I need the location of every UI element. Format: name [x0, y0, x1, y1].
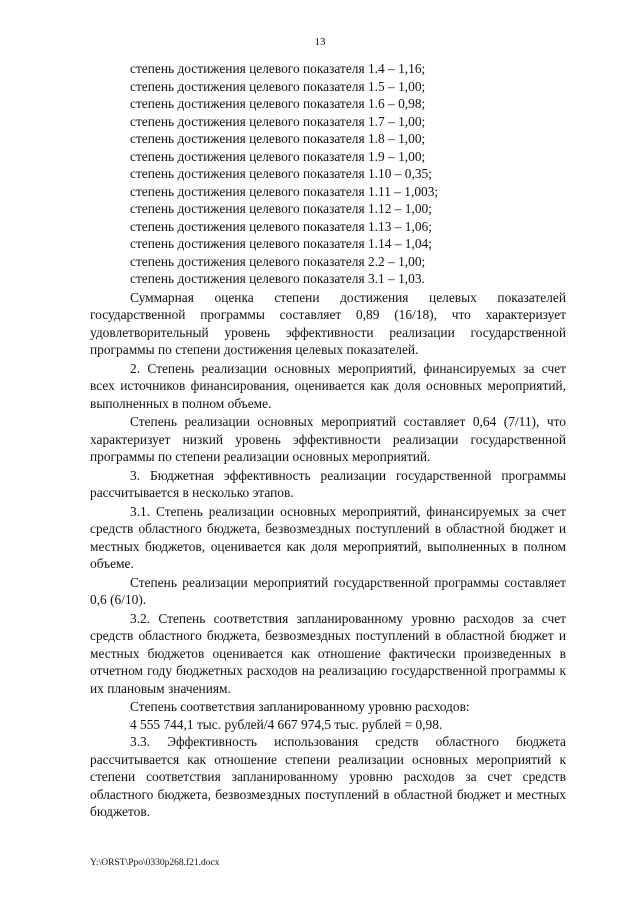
section-3-3-paragraph: 3.3. Эффективность использования средств областного бюджета рассчитывается как отношение степени реализации основных мероприятий к степени соответствия запланированному уровню расходов за счет средств областного бюджета, безвозмездных поступлений в областной бюджет и местных бюджетов.: [90, 734, 566, 819]
list-item: степень достижения целевого показателя 1.5 – 1,00;: [130, 78, 426, 94]
section-3-1-paragraph: 3.1. Степень реализации основных мероприятий, финансируемых за счет средств областного бюджета, безвозмездных поступлений в областной бюджет и местных бюджетов, оценивается как доля мероприятий, выполненных в полном объеме.: [90, 503, 566, 571]
section-3-paragraph: 3. Бюджетная эффективность реализации государственной программы рассчитывается в несколько этапов.: [90, 467, 566, 500]
section-3-1-result-paragraph: Степень реализации мероприятий государственной программы составляет 0,6 (6/10).: [90, 574, 566, 607]
section-2-paragraph: 2. Степень реализации основных мероприятий, финансируемых за счет всех источников финансирования, оценивается как доля основных мероприятий, выполненных в полном объеме.: [90, 360, 566, 411]
summary-paragraph: Суммарная оценка степени достижения целевых показателей государственной программы составляет 0,89 (16/18), что характеризует удовлетворительный уровень эффективности реализации государственной программы по степени достижения целевых показателей.: [90, 289, 566, 357]
list-item: степень достижения целевого показателя 1.10 – 0,35;: [130, 166, 432, 181]
section-2-result-paragraph: Степень реализации основных мероприятий составляет 0,64 (7/11), что характеризует низкий уровень эффективности реализации государственной программы по степени реализации основных мероприятий.: [90, 414, 566, 464]
page-number: 13: [314, 36, 326, 48]
indicator-list: [90, 60, 566, 288]
list-item: степень достижения целевого показателя 1.8 – 1,00;: [130, 131, 426, 146]
list-item: степень достижения целевого показателя 1.11 – 1,003;: [130, 183, 439, 199]
document-body: [90, 60, 566, 821]
expense-formula: 4 555 744,1 тыс. рублей/4 667 974,5 тыс. рублей = 0,98.: [130, 716, 443, 732]
list-item: степень достижения целевого показателя 1.9 – 1,00;: [130, 148, 426, 164]
list-item: степень достижения целевого показателя 1.14 – 1,04;: [130, 236, 432, 251]
list-item: степень достижения целевого показателя 1.13 – 1,06;: [130, 218, 432, 234]
list-item: степень достижения целевого показателя 1.6 – 0,98;: [130, 96, 426, 111]
list-item: степень достижения целевого показателя 2.2 – 1,00;: [130, 253, 426, 269]
section-3-2-paragraph: 3.2. Степень соответствия запланированному уровню расходов за счет средств областного бюджета, безвозмездных поступлений в областной бюджет и местных бюджетов оценивается как отношение фактически произведенных в отчетном году бюджетных расходов на реализацию государственной программы к их плановым значениям.: [90, 610, 566, 696]
list-item: степень достижения целевого показателя 1.7 – 1,00;: [130, 113, 426, 129]
section-3-2-result-label: Степень соответствия запланированному уровню расходов:: [130, 699, 470, 714]
list-item: степень достижения целевого показателя 3.1 – 1,03.: [130, 271, 425, 286]
footer-file-path: Y:\ORST\Ppo\0330p268.f21.docx: [90, 858, 220, 868]
list-item: степень достижения целевого показателя 1.12 – 1,00;: [130, 201, 432, 216]
list-item: степень достижения целевого показателя 1.4 – 1,16;: [130, 61, 426, 76]
